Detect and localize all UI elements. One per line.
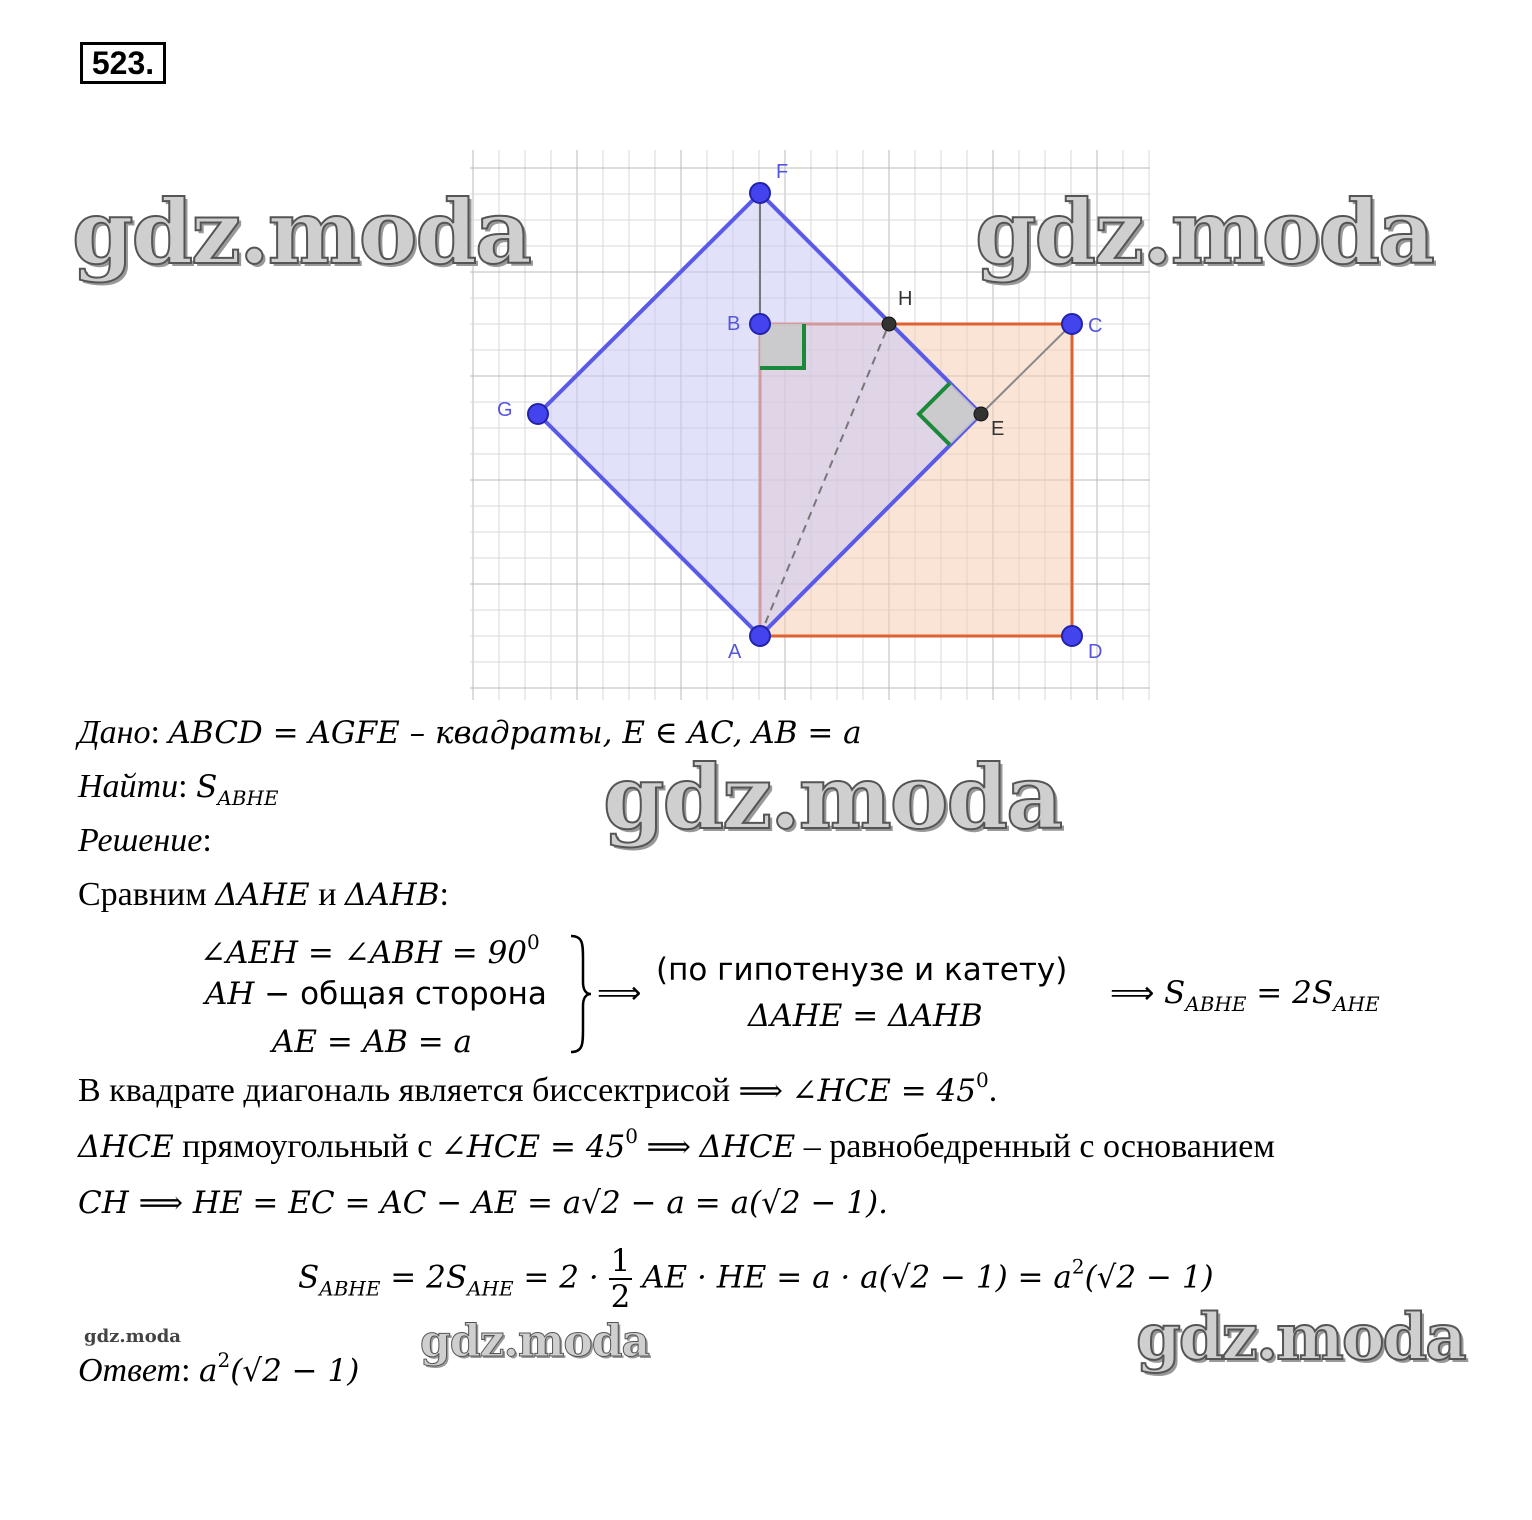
watermark-center: gdz.moda xyxy=(603,745,1062,849)
fraction-one-half: $\frac{1}{2}$ xyxy=(610,1243,631,1315)
area-relation: $S_{ABHE} = 2S_{AHE}$ xyxy=(1164,975,1380,1016)
watermark-top-left: gdz.moda xyxy=(72,180,531,284)
find-s: S xyxy=(196,769,218,805)
compare-t1: ΔAHE xyxy=(215,877,310,913)
watermark-bottom-right: gdz.moda xyxy=(1136,1300,1465,1375)
reason: (по гипотенузе и катету) xyxy=(656,952,1068,988)
point-e xyxy=(974,407,988,421)
bisector-line: В квадрате диагональ является биссектрисой ⟹ ∠HCE = $45^0$. xyxy=(78,1068,998,1109)
compare-word: Сравним xyxy=(78,876,207,913)
compare-t2: ΔAHB xyxy=(344,877,440,913)
point-c xyxy=(1062,314,1082,334)
point-d xyxy=(1062,626,1082,646)
system-line-1: ∠AEH = ∠ABH = $90^0$ xyxy=(200,930,540,971)
system-brace xyxy=(568,934,594,1054)
find-line: Найти: $S_{ABHE}$ xyxy=(78,768,279,810)
he-line: CH ⟹ HE = EC = AC − AE = a√2 − a = a(√2 − 1). xyxy=(78,1185,888,1221)
find-sub: ABHE xyxy=(217,786,279,810)
system-line-3: AE = AB = a xyxy=(272,1024,473,1060)
point-b xyxy=(750,314,770,334)
given-line: Дано: ABCD = AGFE – квадраты, E ∈ AC, AB = a xyxy=(78,714,862,751)
given-label: Дано xyxy=(78,714,151,751)
label-e: E xyxy=(991,418,1005,440)
watermark-small: gdz.moda xyxy=(84,1326,181,1347)
arrow-1: ⟹ xyxy=(597,975,642,1011)
point-f xyxy=(750,183,770,203)
point-a xyxy=(750,626,770,646)
label-a: A xyxy=(728,641,742,663)
point-h xyxy=(882,317,896,331)
answer-label: Ответ xyxy=(78,1352,182,1389)
given-body: ABCD = AGFE – квадраты, E ∈ AC, AB = a xyxy=(168,715,862,751)
area-formula: $S_{ABHE} = 2S_{AHE} = 2$ · $\frac{1}{2}$ AE · HE = $a \cdot a(√2 - 1) = a^2(√2 - 1)$ xyxy=(298,1243,1214,1315)
label-c: C xyxy=(1088,315,1103,337)
right-triangle-line: ΔHCE прямоугольный с ∠HCE = $45^0$ ⟹ ΔHCE – равнобедренный с основанием xyxy=(78,1124,1275,1165)
system-line-2: AH − общая сторона xyxy=(205,976,547,1012)
answer-line: Ответ: $a^2(√2 - 1)$ xyxy=(78,1348,360,1389)
arrow-2: ⟹ xyxy=(1110,975,1155,1011)
label-g: G xyxy=(497,399,513,421)
solution-label: Решение xyxy=(78,822,203,859)
solution-line: Решение: xyxy=(78,822,212,859)
compare-line: Сравним ΔAHE и ΔAHB: xyxy=(78,876,449,913)
congruence: ΔAHE = ΔAHB xyxy=(748,998,983,1034)
point-g xyxy=(528,404,548,424)
label-f: F xyxy=(776,161,789,183)
problem-number: 523. xyxy=(80,42,166,84)
compare-and: и xyxy=(318,876,337,913)
label-h: H xyxy=(898,288,913,310)
find-label: Найти xyxy=(78,768,179,805)
label-d: D xyxy=(1088,641,1103,663)
watermark-top-right: gdz.moda xyxy=(975,180,1434,284)
label-b: B xyxy=(727,313,741,335)
watermark-bottom-mid: gdz.moda xyxy=(420,1316,650,1367)
